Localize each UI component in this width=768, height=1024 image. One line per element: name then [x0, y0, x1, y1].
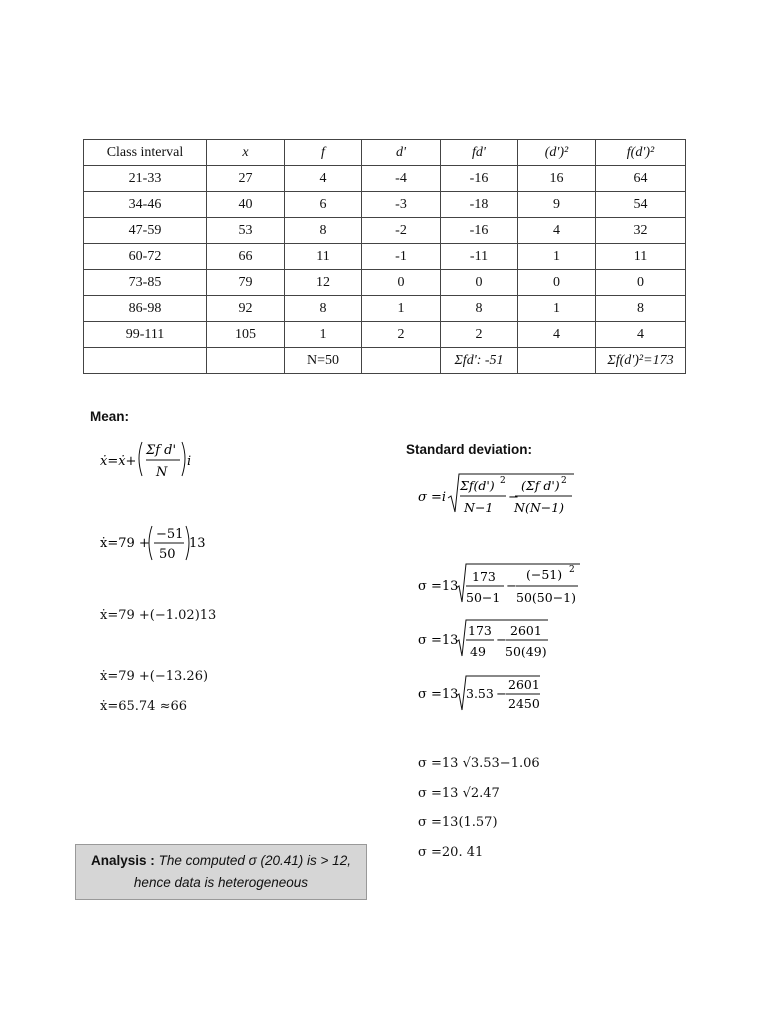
total-sum-fd2: Σf(d')²=173	[596, 348, 686, 374]
table-cell: 53	[207, 218, 285, 244]
svg-text:50(50−1): 50(50−1)	[516, 590, 576, 605]
svg-text:173: 173	[468, 623, 492, 638]
header-f-d-squared: f(d')²	[596, 140, 686, 166]
table-cell: 4	[596, 322, 686, 348]
table-cell: 34-46	[84, 192, 207, 218]
total-cell	[518, 348, 596, 374]
table-row	[84, 244, 686, 270]
total-cell	[84, 348, 207, 374]
table-cell: 9	[518, 192, 596, 218]
table-cell: 0	[518, 270, 596, 296]
analysis-line1	[76, 850, 366, 872]
header-class-interval: Class interval	[84, 140, 207, 166]
std-step3	[414, 672, 564, 716]
std-heading: Standard deviation:	[406, 442, 533, 457]
svg-text:−51: −51	[156, 527, 184, 542]
svg-text:173: 173	[472, 569, 496, 584]
analysis-text-2: hence data is heterogeneous	[133, 875, 309, 890]
total-n: N=50	[285, 348, 362, 374]
mean-step3: ẋ=79 +(−1.02)13	[100, 608, 217, 623]
table-cell: 21-33	[84, 166, 207, 192]
mean-substitution	[96, 522, 216, 568]
header-fd: fd'	[441, 140, 518, 166]
std-step6: σ =13 √2.47	[418, 786, 500, 801]
table-cell: 0	[362, 270, 441, 296]
svg-text:2: 2	[561, 476, 567, 486]
table-row	[84, 166, 686, 192]
svg-text:σ =13: σ =13	[418, 687, 459, 702]
svg-text:ẋ=ẋ+: ẋ=ẋ+	[100, 454, 137, 469]
table-cell: 0	[441, 270, 518, 296]
table-cell: 6	[285, 192, 362, 218]
total-cell	[362, 348, 441, 374]
svg-text:13: 13	[189, 536, 206, 551]
std-substitution	[414, 560, 594, 610]
table-cell: 32	[596, 218, 686, 244]
table-cell: 8	[596, 296, 686, 322]
table-cell: -16	[441, 218, 518, 244]
table-cell: 60-72	[84, 244, 207, 270]
table-totals-row	[84, 348, 686, 374]
table-cell: 11	[285, 244, 362, 270]
table-row	[84, 296, 686, 322]
table-cell: 99-111	[84, 322, 207, 348]
svg-text:2450: 2450	[508, 696, 540, 711]
total-cell	[207, 348, 285, 374]
mean-result: ẋ=65.74 ≈66	[100, 699, 188, 714]
svg-text:49: 49	[470, 644, 486, 659]
svg-text:2601: 2601	[510, 623, 542, 638]
table-cell: -11	[441, 244, 518, 270]
table-cell: -1	[362, 244, 441, 270]
std-step7: σ =13(1.57)	[418, 815, 498, 830]
table-cell: 40	[207, 192, 285, 218]
svg-text:−: −	[508, 490, 519, 505]
std-step5: σ =13 √3.53−1.06	[418, 756, 540, 771]
std-formula	[414, 468, 584, 522]
svg-text:σ =13: σ =13	[418, 633, 459, 648]
svg-text:N(N−1): N(N−1)	[514, 500, 565, 515]
svg-text:−: −	[496, 633, 507, 648]
table-row	[84, 218, 686, 244]
svg-text:σ =13: σ =13	[418, 579, 459, 594]
table-cell: 73-85	[84, 270, 207, 296]
table-cell: 1	[362, 296, 441, 322]
svg-text:i: i	[187, 454, 192, 469]
table-cell: -3	[362, 192, 441, 218]
table-cell: 27	[207, 166, 285, 192]
svg-text:2: 2	[569, 565, 575, 575]
table-cell: 47-59	[84, 218, 207, 244]
table-cell: 4	[285, 166, 362, 192]
frequency-table	[83, 139, 686, 374]
header-x: x	[207, 140, 285, 166]
analysis-label: Analysis :	[91, 853, 155, 868]
svg-text:3.53: 3.53	[466, 686, 494, 701]
svg-text:2601: 2601	[508, 677, 540, 692]
svg-text:2: 2	[500, 476, 506, 486]
table-cell: 8	[285, 296, 362, 322]
svg-text:Σf d': Σf d'	[146, 443, 177, 458]
table-row	[84, 270, 686, 296]
table-cell: 8	[441, 296, 518, 322]
table-cell: 2	[441, 322, 518, 348]
table-cell: 1	[518, 244, 596, 270]
table-cell: 105	[207, 322, 285, 348]
svg-text:(−51): (−51)	[526, 567, 563, 582]
svg-text:−: −	[496, 687, 507, 702]
header-f: f	[285, 140, 362, 166]
mean-heading: Mean:	[90, 409, 130, 424]
table-cell: 11	[596, 244, 686, 270]
table-cell: 8	[285, 218, 362, 244]
table-cell: 4	[518, 218, 596, 244]
svg-text:σ =i: σ =i	[418, 490, 447, 505]
table-cell: -4	[362, 166, 441, 192]
svg-text:50(49): 50(49)	[505, 644, 547, 659]
mean-step4: ẋ=79 +(−13.26)	[100, 669, 209, 684]
svg-text:N: N	[156, 465, 168, 480]
analysis-box	[75, 844, 367, 900]
total-sum-fd: Σfd': -51	[441, 348, 518, 374]
table-cell: 4	[518, 322, 596, 348]
table-cell: 1	[518, 296, 596, 322]
header-d: d'	[362, 140, 441, 166]
mean-formula	[96, 432, 206, 484]
table-cell: -2	[362, 218, 441, 244]
svg-text:(Σf d'): (Σf d')	[521, 478, 560, 493]
table-row	[84, 192, 686, 218]
table-cell: 2	[362, 322, 441, 348]
analysis-text-1: The computed σ (20.41) is > 12,	[158, 853, 351, 868]
table-cell: 79	[207, 270, 285, 296]
table-cell: 1	[285, 322, 362, 348]
table-row	[84, 322, 686, 348]
table-cell: -18	[441, 192, 518, 218]
svg-text:50: 50	[159, 547, 176, 562]
std-result: σ =20. 41	[418, 845, 484, 860]
table-cell: 92	[207, 296, 285, 322]
header-d-squared: (d')²	[518, 140, 596, 166]
svg-text:ẋ=79 +: ẋ=79 +	[100, 536, 150, 551]
svg-text:−: −	[506, 579, 517, 594]
table-header-row	[84, 140, 686, 166]
table-cell: 54	[596, 192, 686, 218]
std-step2	[414, 616, 574, 662]
table-cell: 12	[285, 270, 362, 296]
table-cell: -16	[441, 166, 518, 192]
svg-text:50−1: 50−1	[466, 590, 501, 605]
table-cell: 64	[596, 166, 686, 192]
table-cell: 86-98	[84, 296, 207, 322]
svg-text:Σf(d'): Σf(d')	[460, 478, 495, 493]
table-cell: 0	[596, 270, 686, 296]
svg-text:N−1: N−1	[464, 500, 494, 515]
table-cell: 66	[207, 244, 285, 270]
table-cell: 16	[518, 166, 596, 192]
